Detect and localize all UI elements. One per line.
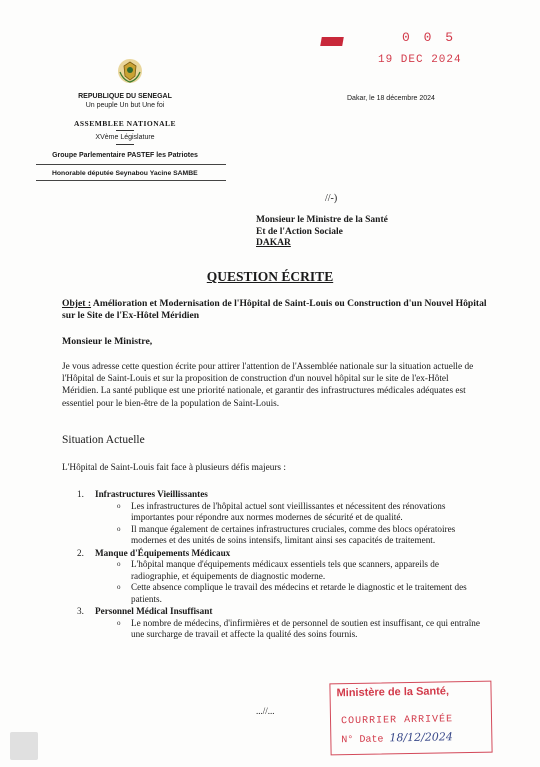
subject-text: Amélioration et Modernisation de l'Hôpital de Saint-Louis ou Construction d'un Nouvel Hôpital sur le Site de l'Ex-Hôtel Méridien xyxy=(62,298,487,321)
parliamentary-group: Groupe Parlementaire PASTEF les Patriotes xyxy=(52,152,198,159)
addressee-line-1: Monsieur le Ministre de la Santé xyxy=(256,215,388,225)
page-corner-mark xyxy=(10,732,38,760)
stamp-date-handwritten: 18/12/2024 xyxy=(389,730,453,745)
item-title: Personnel Médical Insuffisant xyxy=(95,606,213,616)
registration-number: 0 0 5 xyxy=(402,30,457,45)
republic-name: REPUBLIQUE DU SENEGAL xyxy=(78,93,172,100)
sub-item: o Il manque également de certaines infrastructures cruciales, comme des blocs opératoires modernes et des unités de soins intensifs, limitant ainsi ses capacités de traitement. xyxy=(117,523,456,545)
issues-list xyxy=(77,489,487,642)
sub-item: o L'hôpital manque d'équipements médicaux essentiels tels que scanners, appareils de radiographie, et équipements de diagnostic moderne. xyxy=(117,559,439,581)
salutation: Monsieur le Ministre, xyxy=(62,336,153,347)
list-item: 1. Infrastructures Vieillissantes o Les infrastructures de l'hôpital actuel sont vieillissantes et nécessitent des rénovations importantes pour répondre aux normes modernes de sécurité et de qualité. o Il manque également de certaines infrastructures cruciales, comme des blocs opératoires modernes et des unités de soins intensifs, limitant ainsi ses capacités de traitement. xyxy=(77,489,487,547)
stamp-ministry: Ministère de la Santé, xyxy=(336,685,450,700)
subject-label: Objet : xyxy=(62,298,92,309)
sub-item: o Les infrastructures de l'hôpital actuel sont vieillissantes et nécessitent des rénovations importantes pour répondre aux normes modernes de sécurité et de qualité. xyxy=(117,500,446,522)
list-item: 3. Personnel Médical Insuffisant o Le nombre de médecins, d'infirmières et de personnel de soutien est insuffisant, ce qui entraîne une surcharge de travail et affecte la qualité des soins fournis. xyxy=(77,606,487,641)
coat-of-arms-icon xyxy=(115,56,145,86)
document-title: QUESTION ÉCRITE xyxy=(206,269,334,284)
divider xyxy=(36,164,226,165)
sub-item: o Le nombre de médecins, d'infirmières et de personnel de soutien est insuffisant, ce qui entraîne une surcharge de travail et affecte la qualité des soins fournis. xyxy=(117,617,480,639)
stamp-date-line: N° Date 18/12/2024 xyxy=(341,730,453,747)
continuation-mark: ...//... xyxy=(256,706,275,716)
section-intro: L'Hôpital de Saint-Louis fait face à plusieurs défis majeurs : xyxy=(62,463,286,473)
section-title: Situation Actuelle xyxy=(62,434,145,446)
stamp-courrier: COURRIER ARRIVÉE xyxy=(340,714,454,728)
item-title: Manque d'Équipements Médicaux xyxy=(95,547,231,558)
legislature: XVème Législature xyxy=(95,134,155,141)
addressee-line-2: Et de l'Action Sociale xyxy=(256,226,343,237)
divider xyxy=(36,180,226,181)
registration-date: 19 DEC 2024 xyxy=(378,54,462,66)
sub-item: o Cette absence complique le travail des médecins et retarde le diagnostic et le traitement des patients. xyxy=(117,582,467,604)
item-title: Infrastructures Vieillissantes xyxy=(95,489,208,499)
date-line: Dakar, le 18 décembre 2024 xyxy=(347,95,435,102)
body-paragraph: Je vous adresse cette question écrite pour attirer l'attention de l'Assemblée nationale sur la situation actuelle de l'Hôpital de Saint-Louis et sur la proposition de construction d'un nouvel hôpital sur le site de l'ex-Hôtel Méridien. La santé publique est une priorité nationale, et garantir des infrastructures médicales adéquates est essentiel pour le bien-être de la population de Saint-Louis. xyxy=(62,362,474,409)
assembly-name: ASSEMBLEE NATIONALE xyxy=(73,119,177,128)
addressee-block xyxy=(256,215,388,250)
list-item: 2. Manque d'Équipements Médicaux o L'hôpital manque d'équipements médicaux essentiels tels que scanners, appareils de radiographie, et équipements de diagnostic moderne. o Cette absence complique le travail des médecins et retarde le diagnostic et le traitement des patients. xyxy=(77,548,487,606)
letterhead xyxy=(40,92,210,160)
reception-stamp xyxy=(329,681,492,756)
addressee-city: DAKAR xyxy=(256,238,291,248)
deputy-name: Honorable députée Seynabou Yacine SAMBE xyxy=(52,170,198,177)
subject xyxy=(62,298,502,322)
national-motto: Un peuple Un but Une foi xyxy=(85,102,165,109)
red-stamp-mark xyxy=(320,37,344,46)
reference-mark: //-) xyxy=(325,193,338,204)
